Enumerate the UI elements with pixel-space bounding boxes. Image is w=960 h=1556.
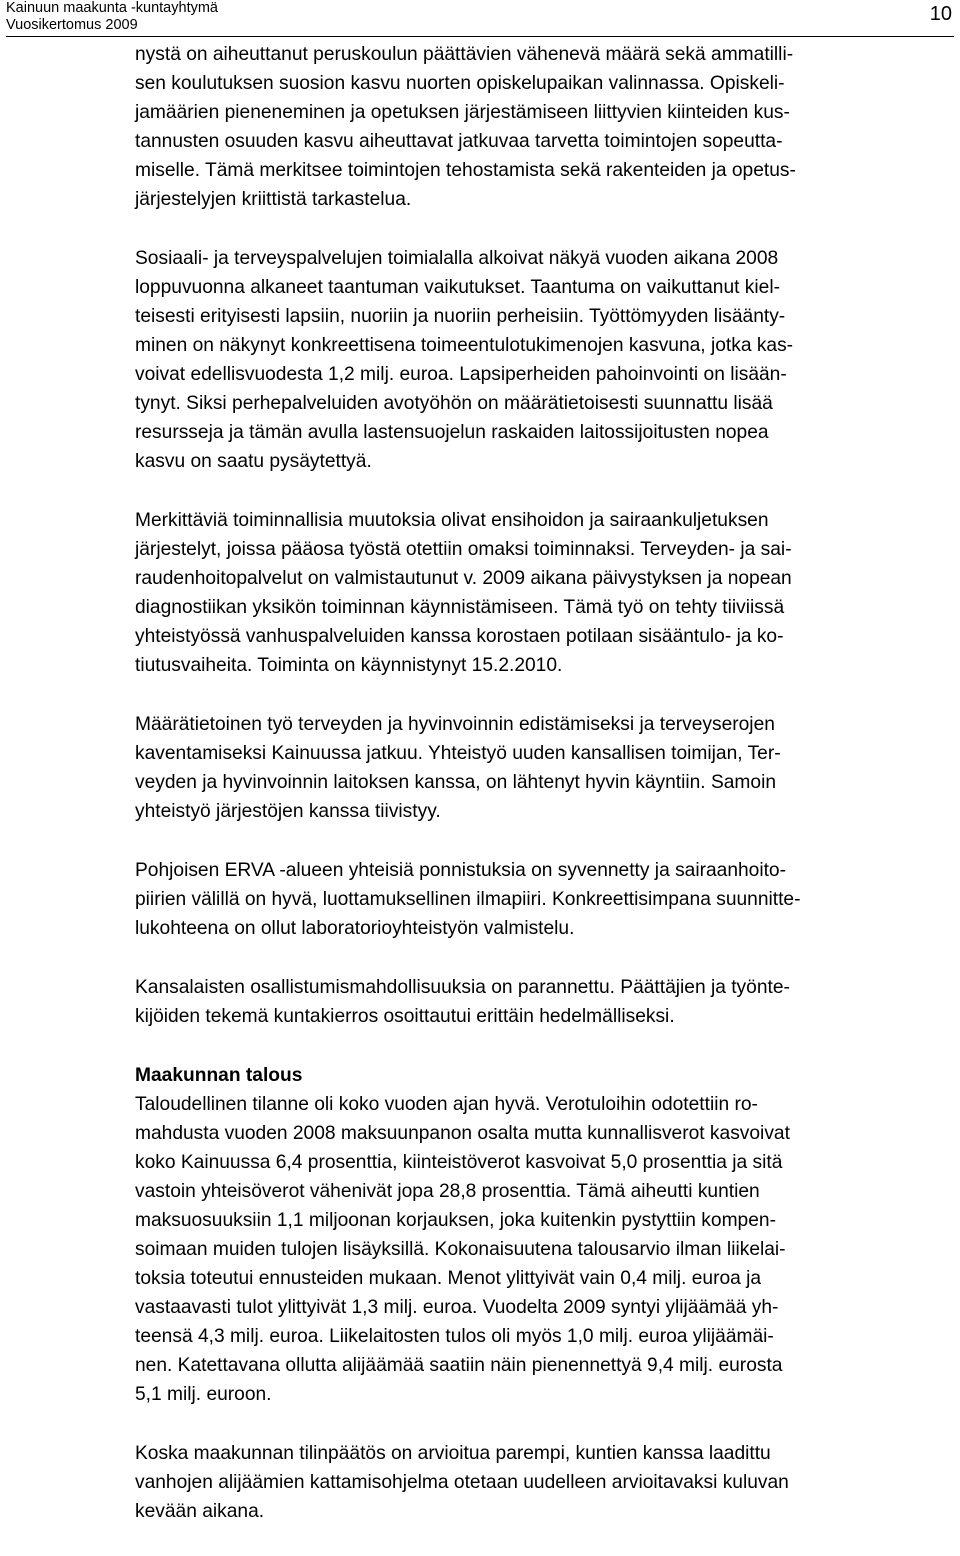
paragraph-line: raudenhoitopalvelut on valmistautunut v. 2009 aikana päivystyksen ja nopean xyxy=(135,568,792,589)
paragraph-emergency-care xyxy=(135,506,946,680)
header-rule xyxy=(6,36,954,37)
paragraph-line: teensä 4,3 milj. euroa. Liikelaitosten tulos oli myös 1,0 milj. euroa ylijäämäi- xyxy=(135,1326,774,1347)
paragraph-line: soimaan muiden tulojen lisäyksillä. Kokonaisuutena talousarvio ilman liikelai- xyxy=(135,1239,786,1260)
paragraph-line: miselle. Tämä merkitsee toimintojen tehostamista sekä rakenteiden ja opetus- xyxy=(135,160,796,181)
paragraph-citizen-participation xyxy=(135,973,946,1031)
paragraph-line: kijöiden tekemä kuntakierros osoittautui erittäin hedelmälliseksi. xyxy=(135,1006,675,1027)
section-heading-finances: Maakunnan talous xyxy=(135,1065,303,1086)
paragraph-line: tiutusvaiheita. Toiminta on käynnistynyt 15.2.2010. xyxy=(135,655,563,676)
paragraph-erva-cooperation xyxy=(135,856,946,943)
paragraph-line: vastaavasti tulot ylittyivät 1,3 milj. euroa. Vuodelta 2009 syntyi ylijäämää yh- xyxy=(135,1297,779,1318)
paragraph-line: Pohjoisen ERVA -alueen yhteisiä ponnistuksia on syvennetty ja sairaanhoito- xyxy=(135,860,786,881)
paragraph-line: Sosiaali- ja terveyspalvelujen toimialalla alkoivat näkyä vuoden aikana 2008 xyxy=(135,248,779,269)
paragraph-line: Koska maakunnan tilinpäätös on arvioitua parempi, kuntien kanssa laadittu xyxy=(135,1443,771,1464)
paragraph-line: piirien välillä on hyvä, luottamuksellinen ilmapiiri. Konkreettisimpana suunnitte- xyxy=(135,889,801,910)
paragraph-line: Kansalaisten osallistumismahdollisuuksia on parannettu. Päättäjien ja työnte- xyxy=(135,977,790,998)
paragraph-line: minen on näkynyt konkreettisena toimeentulotukimenojen kasvuna, jotka kas- xyxy=(135,335,794,356)
paragraph-line: yhteistyö järjestöjen kanssa tiivistyy. xyxy=(135,801,441,822)
paragraph-line: loppuvuonna alkaneet taantuman vaikutukset. Taantuma on vaikuttanut kiel- xyxy=(135,277,780,298)
paragraph-line: vanhojen alijäämien kattamisohjelma otetaan uudelleen arvioitavaksi kuluvan xyxy=(135,1472,789,1493)
page-number: 10 xyxy=(929,3,952,25)
paragraph-line: tannusten osuuden kasvu aiheuttavat jatkuvaa tarvetta toimintojen sopeutta- xyxy=(135,131,783,152)
paragraph-line: tynyt. Siksi perhepalveluiden avotyöhön on määrätietoisesti suunnattu lisää xyxy=(135,393,773,414)
page-header xyxy=(6,0,954,36)
paragraph-line: nystä on aiheuttanut peruskoulun päättävien vähenevä määrä sekä ammatilli- xyxy=(135,44,794,65)
paragraph-line: jamäärien pieneneminen ja opetuksen järjestämiseen liittyvien kiinteiden kus- xyxy=(135,102,790,123)
paragraph-deficit-program xyxy=(135,1439,946,1526)
paragraph-line: mahdusta vuoden 2008 maksuunpanon osalta mutta kunnallisverot kasvoivat xyxy=(135,1123,790,1144)
paragraph-health-promotion xyxy=(135,710,946,826)
paragraph-line: maksuosuuksiin 1,1 miljoonan korjauksen, joka kuitenkin pystyttiin kompen- xyxy=(135,1210,776,1231)
paragraph-line: lukohteena on ollut laboratorioyhteistyön valmistelu. xyxy=(135,918,575,939)
paragraph-line: kaventamiseksi Kainuussa jatkuu. Yhteistyö uuden kansallisen toimijan, Ter- xyxy=(135,743,781,764)
paragraph-line: resursseja ja tämän avulla lastensuojelun raskaiden laitossijoitusten nopea xyxy=(135,422,769,443)
paragraph-line: koko Kainuussa 6,4 prosenttia, kiinteistöverot kasvoivat 5,0 prosenttia ja sitä xyxy=(135,1152,783,1173)
paragraph-social-health-services xyxy=(135,244,946,476)
paragraph-line: järjestelyt, joissa pääosa työstä otettiin omaksi toiminnaksi. Terveyden- ja sai- xyxy=(135,539,792,560)
document-body xyxy=(135,40,946,1556)
paragraph-line: toksia toteutui ennusteiden mukaan. Menot ylittyivät vain 0,4 milj. euroa ja xyxy=(135,1268,762,1289)
paragraph-line: Merkittäviä toiminnallisia muutoksia olivat ensihoidon ja sairaankuljetuksen xyxy=(135,510,769,531)
paragraph-line: Taloudellinen tilanne oli koko vuoden ajan hyvä. Verotuloihin odotettiin ro- xyxy=(135,1094,758,1115)
paragraph-line: vastoin yhteisöverot vähenivät jopa 28,8 prosenttia. Tämä aiheutti kuntien xyxy=(135,1181,760,1202)
paragraph-line: Määrätietoinen työ terveyden ja hyvinvoinnin edistämiseksi ja terveyserojen xyxy=(135,714,775,735)
paragraph-line: sen koulutuksen suosion kasvu nuorten opiskelupaikan valinnassa. Opiskeli- xyxy=(135,73,785,94)
paragraph-line: voivat edellisvuodesta 1,2 milj. euroa. Lapsiperheiden pahoinvointi on lisään- xyxy=(135,364,787,385)
header-report-title: Vuosikertomus 2009 xyxy=(6,17,138,33)
paragraph-line: veyden ja hyvinvoinnin laitoksen kanssa, on lähtenyt hyvin käyntiin. Samoin xyxy=(135,772,777,793)
paragraph-line: järjestelyjen kriittistä tarkastelua. xyxy=(135,189,412,210)
paragraph-line: nen. Katettavana ollutta alijäämää saatiin näin pienennettyä 9,4 milj. eurosta xyxy=(135,1355,783,1376)
header-organization: Kainuun maakunta -kuntayhtymä xyxy=(6,0,218,16)
paragraph-line: yhteistyössä vanhuspalveluiden kanssa korostaen potilaan sisääntulo- ja ko- xyxy=(135,626,784,647)
paragraph-line: kevään aikana. xyxy=(135,1501,265,1522)
paragraph-line: kasvu on saatu pysäytettyä. xyxy=(135,451,372,472)
paragraph-line: teisesti erityisesti lapsiin, nuoriin ja nuoriin perheisiin. Työttömyyden lisäänty- xyxy=(135,306,786,327)
paragraph-financial-situation xyxy=(135,1090,946,1409)
paragraph-line: 5,1 milj. euroon. xyxy=(135,1384,272,1405)
paragraph-line: diagnostiikan yksikön toiminnan käynnistämiseen. Tämä työ on tehty tiiviissä xyxy=(135,597,785,618)
paragraph-education xyxy=(135,40,946,214)
